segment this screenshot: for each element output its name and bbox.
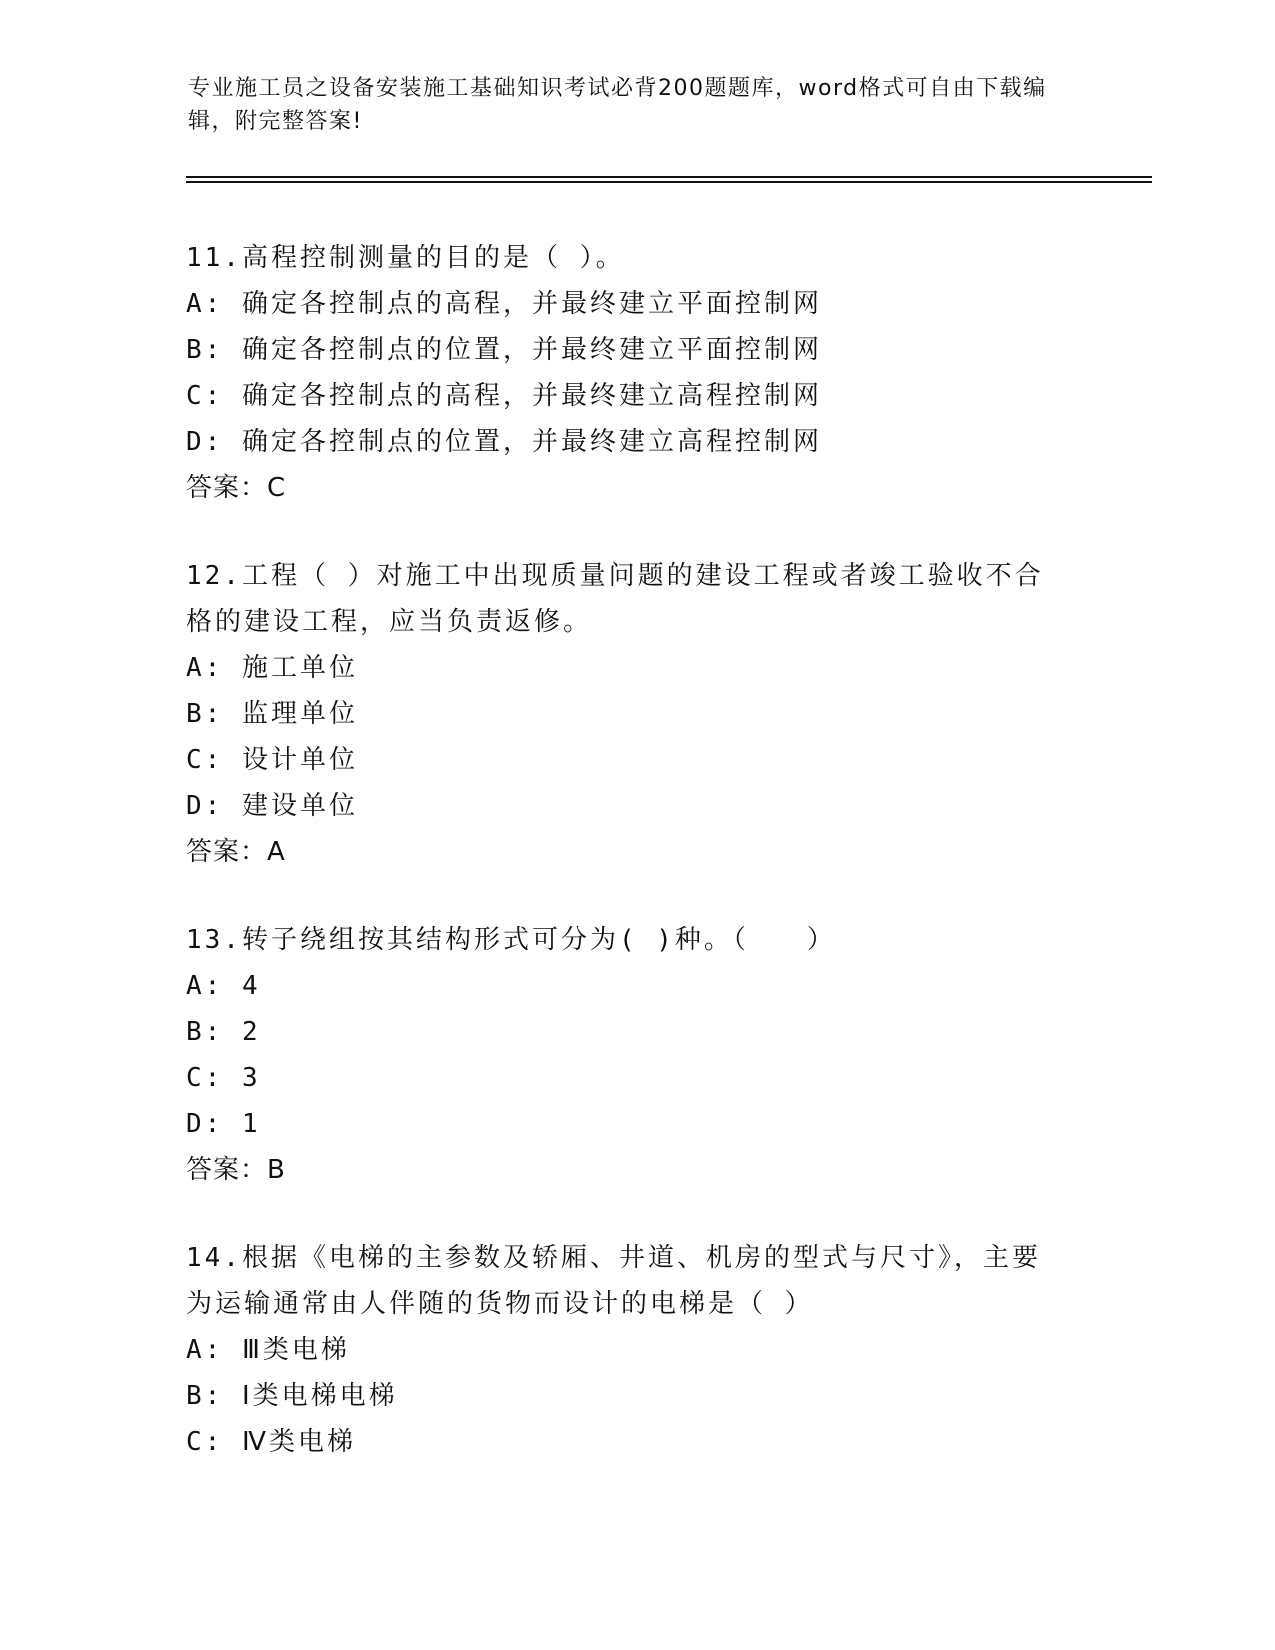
option-c <box>186 373 1086 419</box>
option-letter: A: <box>186 653 224 683</box>
answer-value: B <box>267 1155 286 1185</box>
option-letter: C: <box>186 1063 224 1093</box>
answer-line <box>186 465 1086 511</box>
option-text: 4 <box>241 971 261 1001</box>
answer-line <box>186 829 1086 875</box>
question-14 <box>186 1235 1086 1465</box>
option-text: 3 <box>241 1063 261 1093</box>
question-stem: 13.转子绕组按其结构形式可分为( )种。（ ） <box>186 925 836 955</box>
option-b <box>186 327 1086 373</box>
option-c <box>186 737 1086 783</box>
option-text: Ⅰ类电梯电梯 <box>241 1381 398 1411</box>
option-d <box>186 419 1086 465</box>
option-b <box>186 1373 1086 1419</box>
option-letter: D: <box>186 791 224 821</box>
header-divider-bottom <box>186 181 1152 183</box>
option-text: 确定各控制点的位置，并最终建立高程控制网 <box>241 427 822 457</box>
option-text: 监理单位 <box>241 699 358 729</box>
option-text: 确定各控制点的高程，并最终建立高程控制网 <box>241 381 822 411</box>
option-letter: B: <box>186 699 224 729</box>
option-a <box>186 281 1086 327</box>
option-letter: C: <box>186 381 224 411</box>
question-stem: 11.高程控制测量的目的是（ ）。 <box>186 243 625 273</box>
option-letter: C: <box>186 1427 224 1457</box>
option-text: 建设单位 <box>241 791 358 821</box>
option-text: 2 <box>241 1017 261 1047</box>
option-b <box>186 691 1086 737</box>
answer-value: A <box>267 837 286 867</box>
question-13 <box>186 917 1086 1193</box>
option-letter: A: <box>186 289 224 319</box>
header-divider-top <box>186 176 1152 178</box>
option-c <box>186 1419 1086 1465</box>
option-text: 确定各控制点的位置，并最终建立平面控制网 <box>241 335 822 365</box>
question-list <box>186 235 1086 1507</box>
option-letter: B: <box>186 335 224 365</box>
answer-line <box>186 1147 1086 1193</box>
option-text: Ⅳ类电梯 <box>241 1427 356 1457</box>
option-a <box>186 645 1086 691</box>
option-text: 设计单位 <box>241 745 358 775</box>
option-letter: A: <box>186 1335 224 1365</box>
answer-label: 答案： <box>186 1155 268 1185</box>
answer-value: C <box>267 473 287 503</box>
option-d <box>186 783 1086 829</box>
question-12 <box>186 553 1086 875</box>
option-text: Ⅲ类电梯 <box>241 1335 350 1365</box>
option-text: 确定各控制点的高程，并最终建立平面控制网 <box>241 289 822 319</box>
option-b <box>186 1009 1086 1055</box>
question-stem: 14.根据《电梯的主参数及轿厢、井道、机房的型式与尺寸》，主要为运输通常由人伴随的货物而设计的电梯是（ ） <box>186 1243 1041 1319</box>
document-header-title: 专业施工员之设备安装施工基础知识考试必背200题题库，word格式可自由下载编辑，附完整答案! <box>188 76 1047 134</box>
option-letter: A: <box>186 971 224 1001</box>
option-d <box>186 1101 1086 1147</box>
option-c <box>186 1055 1086 1101</box>
option-letter: D: <box>186 427 224 457</box>
answer-label: 答案： <box>186 473 268 503</box>
option-letter: C: <box>186 745 224 775</box>
option-a <box>186 963 1086 1009</box>
question-stem: 12.工程（ ）对施工中出现质量问题的建设工程或者竣工验收不合格的建设工程，应当负责返修。 <box>186 561 1044 637</box>
answer-label: 答案： <box>186 837 268 867</box>
question-11 <box>186 235 1086 511</box>
option-letter: B: <box>186 1381 224 1411</box>
option-letter: B: <box>186 1017 224 1047</box>
option-text: 施工单位 <box>241 653 358 683</box>
option-letter: D: <box>186 1109 224 1139</box>
option-a <box>186 1327 1086 1373</box>
option-text: 1 <box>241 1109 261 1139</box>
